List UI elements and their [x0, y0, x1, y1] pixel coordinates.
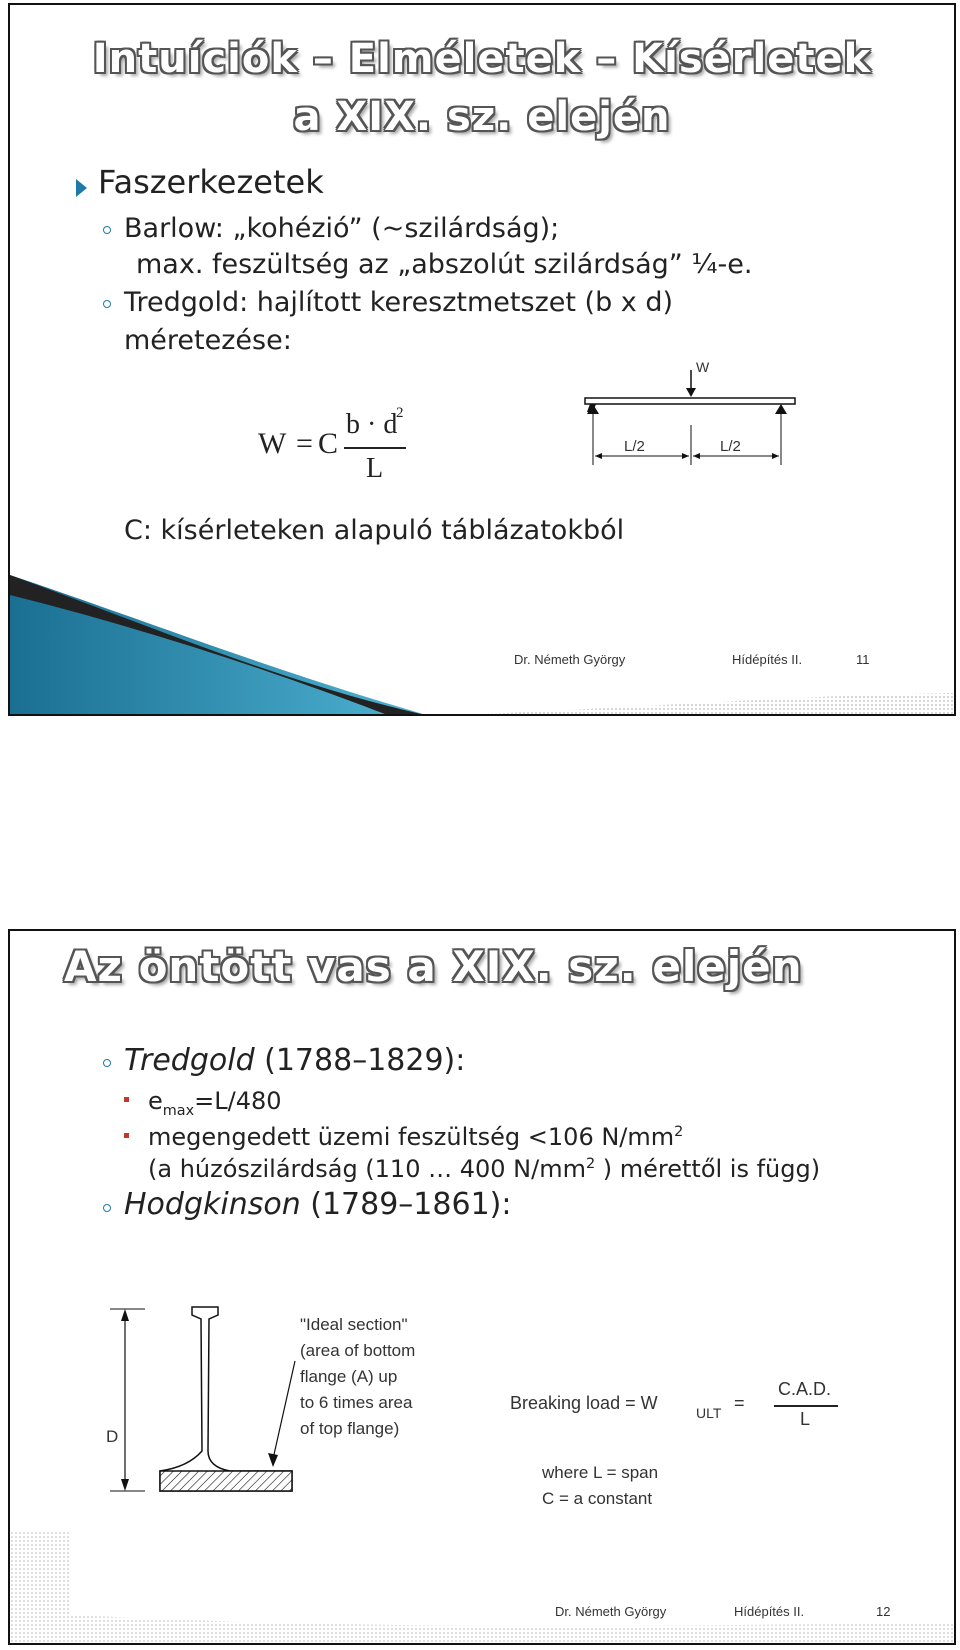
decorative-footer-band	[10, 1531, 954, 1645]
footer-course: Hídépítés II.	[734, 1604, 805, 1619]
formula-c: C	[318, 427, 339, 460]
tredgold-name: Tredgold	[124, 1043, 255, 1078]
c-note: C: kísérleteken alapuló táblázatokból	[124, 515, 625, 546]
beam-left-span-label: L/2	[624, 438, 645, 455]
hodgkinson-name: Hodgkinson	[124, 1187, 301, 1222]
simply-supported-beam-diagram	[570, 350, 810, 475]
tredgold-line2: méretezése:	[124, 325, 292, 356]
footer-author: Dr. Németh György	[555, 1604, 667, 1619]
emax-value: =L/480	[194, 1087, 282, 1115]
beam-load-label: W	[696, 359, 710, 375]
slide-title: Az öntött vas a XIX. sz. elején	[64, 942, 803, 991]
caption-line: flange (A) up	[300, 1367, 398, 1386]
formula-fraction-bar	[344, 447, 406, 449]
caption-line: (area of bottom	[300, 1341, 416, 1360]
allowed-stress-text: megengedett üzemi feszültség <106 N/mm	[148, 1123, 675, 1151]
formula-denominator: L	[366, 453, 384, 484]
allowed-stress-line2	[148, 1155, 820, 1183]
circle-bullet-icon	[103, 226, 111, 234]
bullet-faszerkezetek: Faszerkezetek	[98, 163, 324, 201]
emax-item	[148, 1087, 282, 1119]
hodgkinson-years: (1789–1861):	[300, 1187, 512, 1222]
formula-equals: =	[296, 427, 313, 460]
breaking-load-text: Breaking load = W	[510, 1393, 658, 1413]
slide-title-line1: Intuíciók – Elméletek – Kísérletek	[92, 36, 872, 82]
tensile-strength-sup: 2	[585, 1156, 596, 1172]
page-number: 11	[856, 652, 870, 667]
allowed-stress-line1	[148, 1123, 683, 1151]
formula-w: W	[258, 427, 287, 460]
where-span: where L = span	[542, 1463, 659, 1482]
page-number: 12	[876, 1604, 891, 1619]
beam	[585, 398, 795, 404]
slide-title-line2: a XIX. sz. elején	[293, 94, 671, 140]
cad-fraction-bar	[774, 1405, 838, 1407]
hodgkinson-heading	[124, 1187, 511, 1222]
tredgold-heading	[124, 1043, 465, 1078]
tredgold-years: (1788–1829):	[254, 1043, 466, 1078]
where-constant: C = a constant	[542, 1489, 653, 1508]
ult-subscript: ULT	[696, 1405, 722, 1421]
cad-denominator: L	[800, 1409, 811, 1429]
breaking-load-equals: =	[734, 1393, 745, 1413]
ideal-section-drawing	[90, 1291, 320, 1521]
formula-exponent: 2	[396, 405, 404, 421]
load-arrow-head	[686, 388, 696, 397]
barlow-line1: Barlow: „kohézió” (~szilárdság);	[124, 213, 560, 244]
caption-line: of top flange)	[300, 1419, 400, 1438]
caption-line: "Ideal section"	[300, 1315, 408, 1334]
tensile-strength-tail: ) mérettől is függ)	[595, 1155, 821, 1183]
footer-author: Dr. Németh György	[514, 652, 626, 667]
right-support-triangle	[775, 404, 787, 414]
decorative-wave	[10, 575, 954, 716]
caption-line: to 6 times area	[300, 1393, 413, 1412]
circle-bullet-icon	[103, 300, 111, 308]
cad-numerator: C.A.D.	[778, 1379, 832, 1399]
triangle-bullet-icon	[76, 179, 87, 197]
tredgold-line1: Tredgold: hajlított keresztmetszet (b x d)	[124, 287, 674, 318]
square-bullet-icon	[124, 1097, 129, 1102]
beam-right-span-label: L/2	[720, 438, 741, 455]
allowed-stress-sup: 2	[674, 1124, 684, 1140]
barlow-line2: max. feszültség az „abszolút szilárdság” ¼-e.	[136, 249, 753, 280]
square-bullet-icon	[124, 1133, 129, 1138]
formula-numerator: b · d	[346, 409, 398, 440]
emax-e: e	[148, 1087, 163, 1115]
circle-bullet-icon	[103, 1204, 111, 1212]
footer-course: Hídépítés II.	[732, 652, 803, 667]
slide-11	[8, 3, 956, 716]
tensile-strength-text: (a húzószilárdság (110 … 400 N/mm	[148, 1155, 586, 1183]
slide-12	[8, 929, 956, 1645]
depth-label: D	[106, 1427, 119, 1446]
circle-bullet-icon	[103, 1059, 111, 1067]
emax-sub: max	[162, 1102, 195, 1119]
